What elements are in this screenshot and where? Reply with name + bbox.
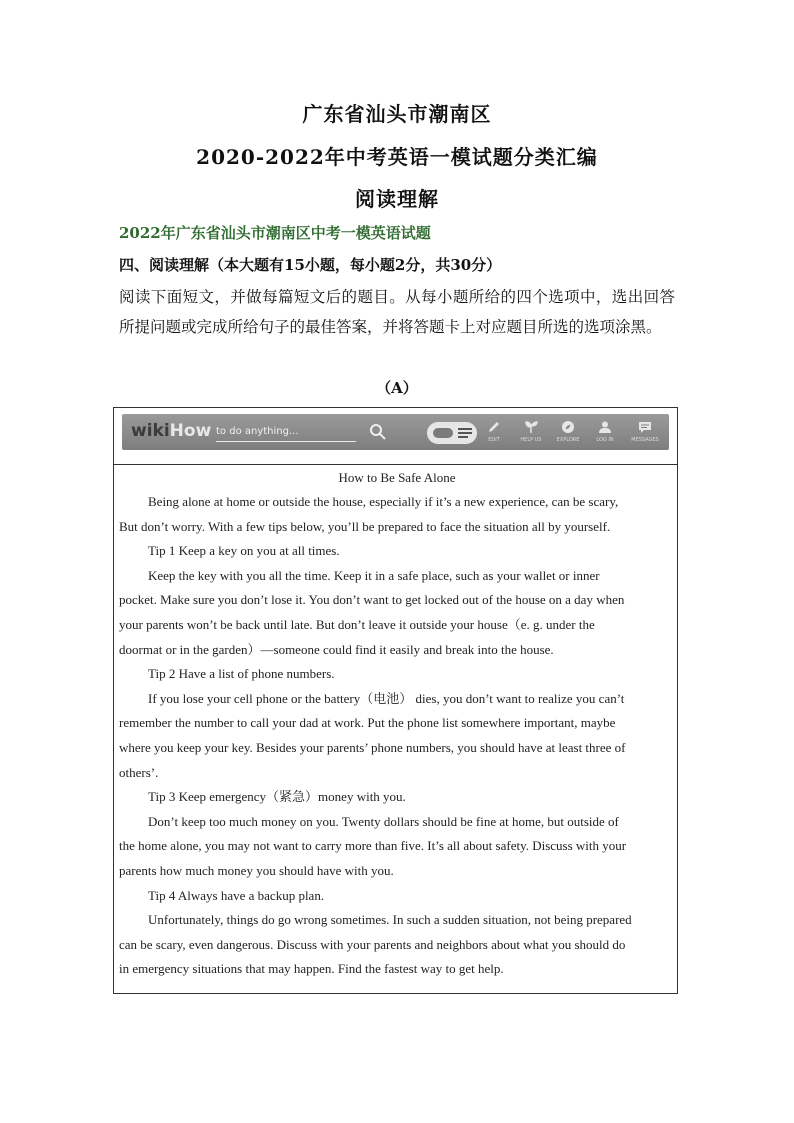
article-line: remember the number to call your dad at work. Put the phone list somewhere important, maybe [119, 715, 616, 731]
article-line: your parents won’t be back until late. But don’t leave it outside your house（e. g. under the [119, 616, 595, 632]
nav-label: EDIT [488, 437, 500, 443]
title-topic: 阅读理解 [355, 187, 439, 211]
pro-toggle-icon [427, 422, 477, 444]
search-icon [368, 422, 388, 442]
compass-icon [561, 420, 575, 434]
nav-edit [479, 418, 509, 448]
article-line: Tip 1 Keep a key on you at all times. [148, 543, 340, 559]
article-line: If you lose your cell phone or the battery（电池） dies, you don’t want to realize you can’t [148, 690, 625, 706]
article-line: Unfortunately, things do go wrong sometimes. In such a sudden situation, not being prepared [148, 912, 632, 928]
article-line: Don’t keep too much money on you. Twenty dollars should be fine at home, but outside of [148, 813, 619, 829]
article-line: others’. [119, 764, 159, 780]
nav-label: LOG IN [596, 437, 614, 443]
wikihow-search-input: to do anything... [216, 422, 356, 442]
nav-help-us [516, 418, 546, 448]
nav-label: EXPLORE [556, 437, 580, 443]
nav-label: HELP US [520, 437, 542, 443]
article-line: doormat or in the garden）—someone could find it easily and break into the house. [119, 641, 554, 657]
nav-explore [553, 418, 583, 448]
pencil-icon [487, 420, 501, 434]
article-line: Being alone at home or outside the house, especially if it’s a new experience, can be scary, [148, 494, 619, 509]
nav-log-in [590, 418, 620, 448]
article-line: Keep the key with you all the time. Keep it in a safe place, such as your wallet or inner [148, 567, 600, 583]
instructions: 阅读下面短文，并做每篇短文后的题目。从每小题所给的四个选项中，选出回答所提问题或完成所给句子的最佳答案，并将答题卡上对应题目所选的选项涂黑。 [119, 288, 675, 336]
article-line: pocket. Make sure you don’t lose it. You don’t want to get locked out of the house on a day when [119, 592, 625, 608]
wikihow-header-image [122, 414, 669, 450]
article-line: Tip 2 Have a list of phone numbers. [148, 666, 335, 682]
article-body [119, 490, 675, 982]
article-title: How to Be Safe Alone [338, 470, 456, 485]
sprout-icon [524, 420, 538, 434]
chat-icon [638, 420, 652, 434]
nav-messages [630, 418, 660, 448]
article-line: can be scary, even dangerous. Discuss with your parents and neighbors about what you should do [119, 936, 626, 952]
nav-label: MESSAGES [631, 437, 659, 443]
passage-label: （A） [376, 379, 418, 397]
article [119, 465, 675, 982]
wikihow-logo: wikiHow [131, 421, 212, 441]
article-line: Tip 4 Always have a backup plan. [148, 887, 325, 903]
title-collection: 2020-2022年中考英语一模试题分类汇编 [196, 145, 598, 169]
article-line: parents how much money you should have with you. [119, 862, 394, 878]
part-heading: 四、阅读理解（本大题有15小题，每小题2分，共30分） [119, 256, 502, 274]
article-line: in emergency situations that may happen. Find the fastest way to get help. [119, 961, 504, 977]
article-line: where you keep your key. Besides your parents’ phone numbers, you should have at least three of [119, 739, 626, 755]
user-icon [598, 420, 612, 434]
section-heading: 2022年广东省汕头市潮南区中考一模英语试题 [119, 224, 431, 242]
article-line: the home alone, you may not want to carry more than five. It’s all about safety. Discuss with your [119, 838, 627, 854]
article-line: But don’t worry. With a few tips below, you’ll be prepared to face the situation all by yourself. [119, 518, 611, 534]
article-line: Tip 3 Keep emergency（紧急）money with you. [148, 789, 406, 805]
title-region: 广东省汕头市潮南区 [302, 102, 492, 126]
